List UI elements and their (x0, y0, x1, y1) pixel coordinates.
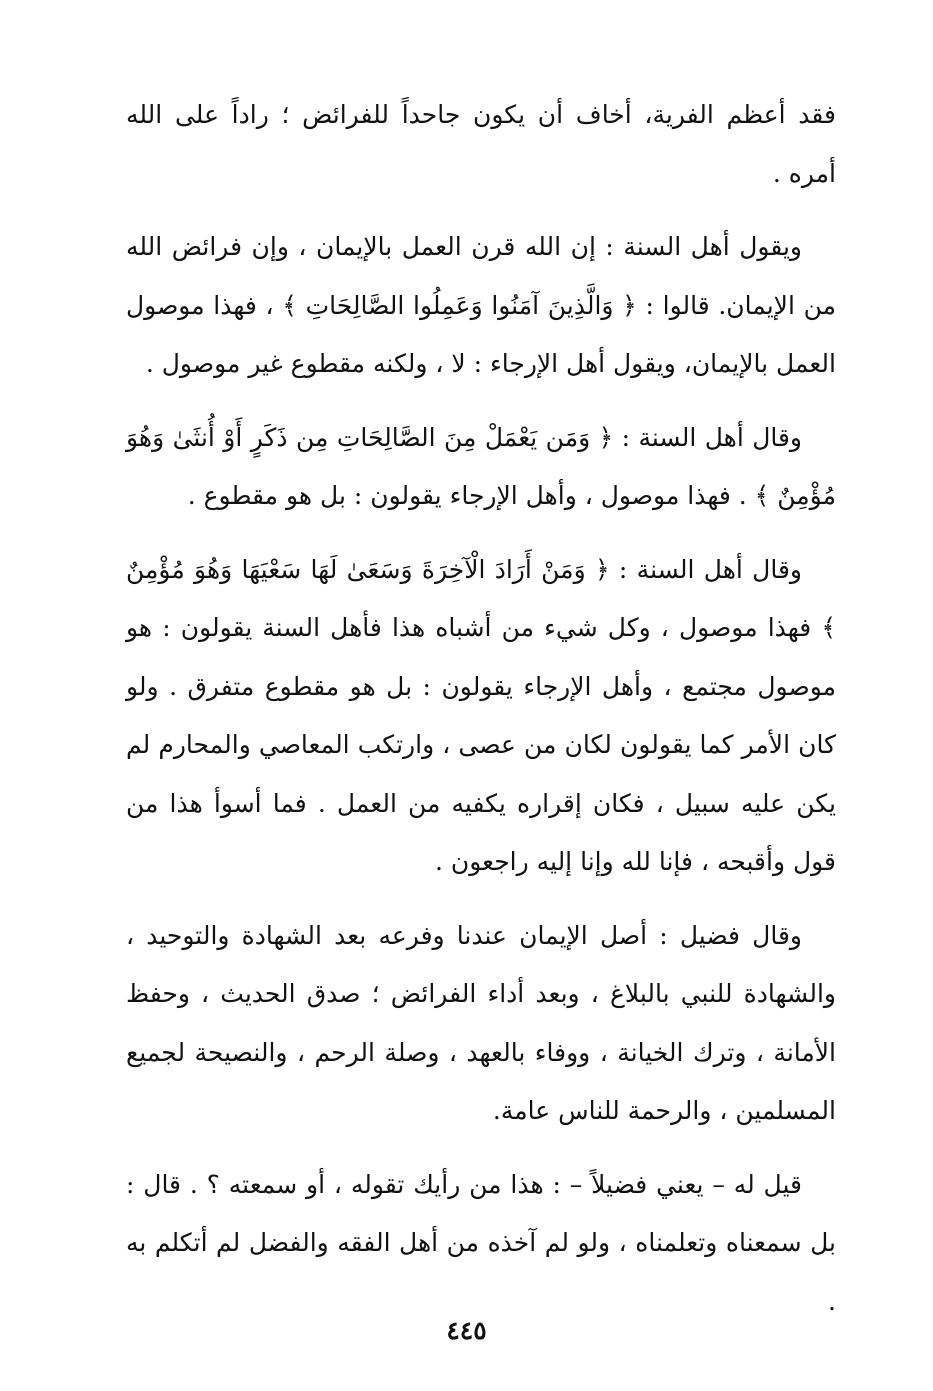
paragraph-2: ويقول أهل السنة : إن الله قرن العمل بالإيمان ، وإن فرائض الله من الإيمان. قالوا : ﴿ وَالَّذِينَ آمَنُوا وَعَمِلُوا الصَّالِحَاتِ ﴾ ، فهذا موصول العمل بالإيمان، ويقول أهل الإرجاء : لا ، ولكنه مقطوع غير موصول . (126, 232, 836, 378)
paragraph-5: وقال فضيل : أصل الإيمان عندنا وفرعه بعد الشهادة والتوحيد ، والشهادة للنبي بالبلاغ ، وبعد أداء الفرائض ؛ صدق الحديث ، وحفظ الأمانة ، وترك الخيانة ، ووفاء بالعهد ، وصلة الرحم ، والنصيحة لجميع المسلمين ، والرحمة للناس عامة. (126, 920, 836, 1125)
page-number: ٤٤٥ (446, 1316, 487, 1345)
paragraph-6: قيل له – يعني فضيلاً – : هذا من رأيك تقوله ، أو سمعته ؟ . قال : بل سمعناه وتعلمناه ، ولو لم آخذه من أهل الفقه والفضل لم أتكلم به . (126, 1169, 836, 1316)
page-body (126, 86, 836, 1346)
paragraph-3: وقال أهل السنة : ﴿ وَمَن يَعْمَلْ مِنَ الصَّالِحَاتِ مِن ذَكَرٍ أَوْ أُنثَىٰ وَهُوَ مُؤْمِنٌ ﴾ . فهذا موصول ، وأهل الإرجاء يقولون : بل هو مقطوع . (126, 422, 836, 510)
paragraph-1: فقد أعظم الفرية، أخاف أن يكون جاحداً للفرائض ؛ راداً على الله أمره . (126, 100, 836, 188)
paragraph-4: وقال أهل السنة : ﴿ وَمَنْ أَرَادَ الْآخِرَةَ وَسَعَىٰ لَهَا سَعْيَهَا وَهُوَ مُؤْمِنٌ ﴾ فهذا موصول ، وكل شيء من أشباه هذا فأهل السنة يقولون : هو موصول مجتمع ، وأهل الإرجاء يقولون : بل هو مقطوع متفرق . ولو كان الأمر كما يقولون لكان من عصى ، وارتكب المعاصي والمحارم لم يكن عليه سبيل ، فكان إقراره يكفيه من العمل . فما أسوأ هذا من قول وأقبحه ، فإنا لله وإنا إليه راجعون . (126, 554, 836, 876)
